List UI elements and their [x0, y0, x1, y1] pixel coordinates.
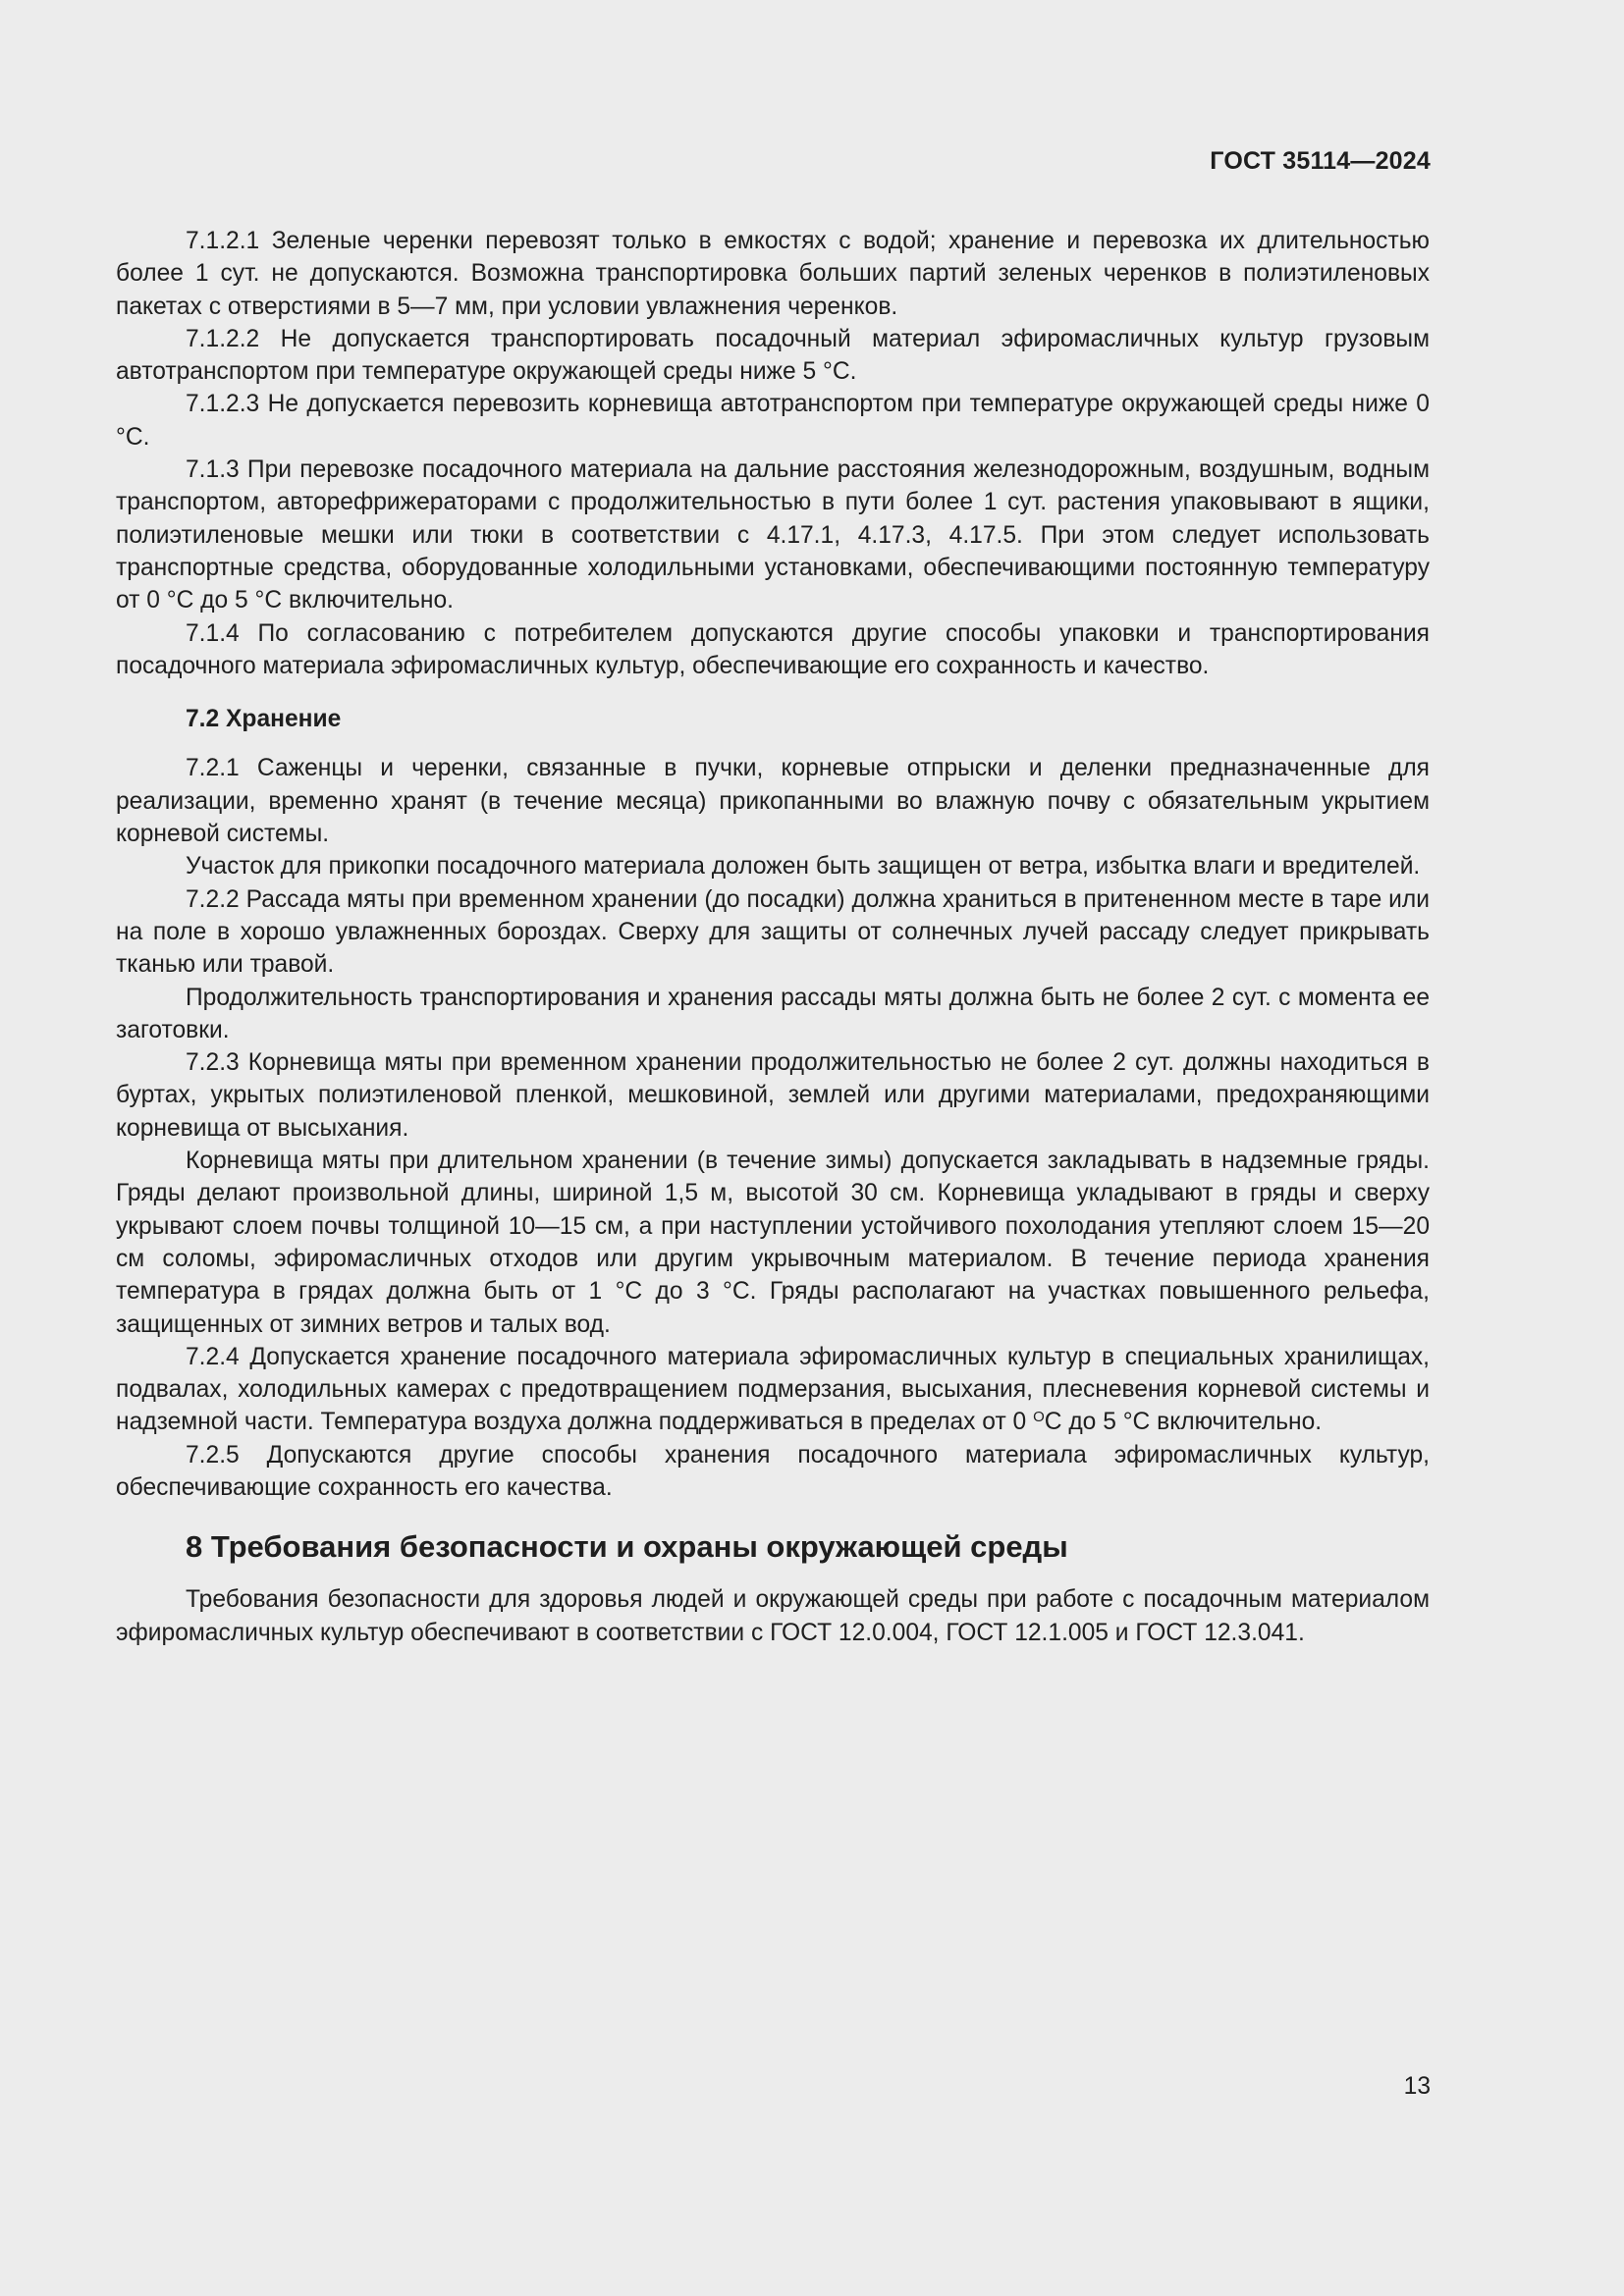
degree-symbol: О	[1033, 1409, 1045, 1426]
paragraph-7-2-2: 7.2.2 Рассада мяты при временном хранении (до посадки) должна храниться в притененном месте в таре или на поле в хорошо увлажненных бороздах. Сверху для защиты от солнечных лучей рассаду следует прикрывать тканью или травой.	[116, 885, 1430, 979]
paragraph-7-2-2-cont: Продолжительность транспортирования и хранения рассады мяты должна быть не более 2 сут. с момента ее заготовки.	[116, 984, 1430, 1043]
paragraph-7-2-4	[116, 1341, 1430, 1439]
paragraph-7-2-1: 7.2.1 Саженцы и черенки, связанные в пучки, корневые отпрыски и деленки предназначенные для реализации, временно хранят (в течение месяца) прикопанными во влажную почву с обязательным укрытием корневой системы.	[116, 755, 1430, 848]
paragraph-8: Требования безопасности для здоровья людей и окружающей среды при работе с посадочным материалом эфиромасличных культур обеспечивают в соответствии с ГОСТ 12.0.004, ГОСТ 12.1.005 и ГОСТ 12.3.041.	[116, 1586, 1430, 1646]
paragraph-7-2-1-cont: Участок для прикопки посадочного материала доложен быть защищен от ветра, избытка влаги и вредителей.	[186, 853, 1421, 881]
section-heading-8: 8 Требования безопасности и охраны окружающей среды	[186, 1529, 1068, 1565]
paragraph-7-1-4: 7.1.4 По согласованию с потребителем допускаются другие способы упаковки и транспортирования посадочного материала эфиромасличных культур, обеспечивающие его сохранность и качество.	[116, 619, 1430, 679]
paragraph-7-2-4-end: С до 5 °С включительно.	[1044, 1409, 1323, 1436]
document-code: ГОСТ 35114—2024	[1210, 147, 1431, 175]
page-number: 13	[1403, 2073, 1431, 2100]
paragraph-7-1-2-1: 7.1.2.1 Зеленые черенки перевозят только в емкостях с водой; хранение и перевозка их длительностью более 1 сут. не допускаются. Возможна транспортировка больших партий зеленых черенков в полиэтиленовых пакетах с отверстиями в 5—7 мм, при условии увлажнения черенков.	[116, 228, 1430, 320]
paragraph-7-1-2-3: 7.1.2.3 Не допускается перевозить корневища автотранспортом при температуре окружающей среды ниже 0 °С.	[116, 391, 1430, 451]
paragraph-7-2-3: 7.2.3 Корневища мяты при временном хранении продолжительностью не более 2 сут. должны находиться в буртах, укрытых полиэтиленовой пленкой, мешковиной, землей или другими материалами, предохраняющими корневища от высыхания.	[116, 1049, 1430, 1142]
page-content	[116, 225, 1430, 1649]
paragraph-7-2-4-text: 7.2.4 Допускается хранение посадочного материала эфиромасличных культур в специальных хранилищах, подвалах, холодильных камерах с предотвращением подмерзания, высыхания, плесневения корневой системы и надземной части. Температура воздуха должна поддерживаться в пределах от 0	[116, 1343, 1430, 1436]
paragraph-7-1-2-2: 7.1.2.2 Не допускается транспортировать посадочный материал эфиромасличных культур грузовым автотранспортом при температуре окружающей среды ниже 5 °С.	[116, 325, 1430, 386]
paragraph-7-1-3: 7.1.3 При перевозке посадочного материала на дальние расстояния железнодорожным, воздушным, водным транспортом, авторефрижераторами с продолжительностью в пути более 1 сут. растения упаковывают в ящики, полиэтиленовые мешки или тюки в соответствии с 4.17.1, 4.17.3, 4.17.5. При этом следует использовать транспортные средства, оборудованные холодильными установками, обеспечивающими постоянную температуру от 0 °С до 5 °С включительно.	[116, 456, 1430, 614]
subsection-heading-7-2: 7.2 Хранение	[186, 706, 342, 733]
paragraph-7-2-5: 7.2.5 Допускаются другие способы хранения посадочного материала эфиромасличных культур, обеспечивающие сохранность его качества.	[116, 1441, 1430, 1501]
paragraph-7-2-3-cont: Корневища мяты при длительном хранении (в течение зимы) допускается закладывать в надземные гряды. Гряды делают произвольной длины, шириной 1,5 м, высотой 30 см. Корневища укладывают в гряды и сверху укрывают слоем почвы толщиной 10—15 см, а при наступлении устойчивого похолодания утепляют слоем 15—20 см соломы, эфиромасличных отходов или другим укрывочным материалом. В течение периода хранения температура в грядах должна быть от 1 °С до 3 °С. Гряды располагают на участках повышенного рельефа, защищенных от зимних ветров и талых вод.	[116, 1148, 1430, 1338]
